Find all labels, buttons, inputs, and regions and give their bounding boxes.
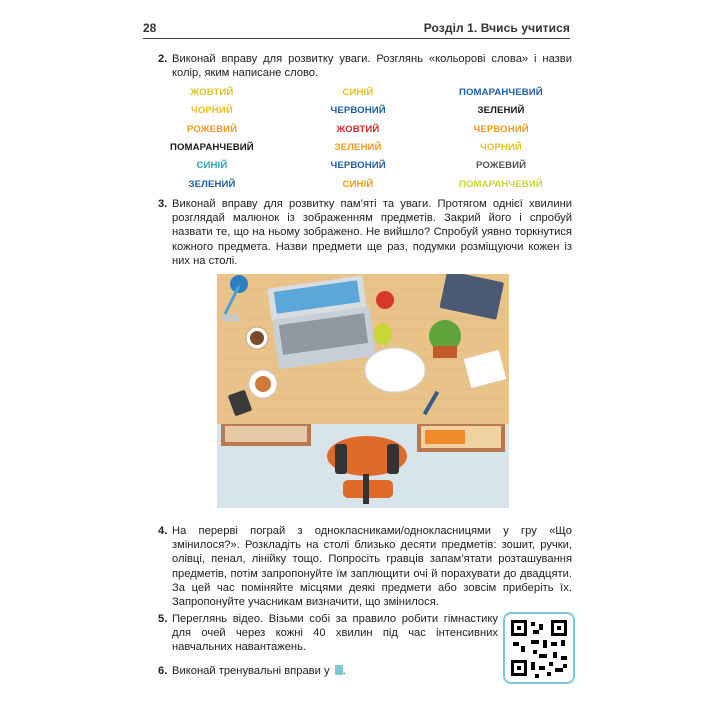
desk-illustration — [217, 274, 509, 508]
color-word: ЗЕЛЕНИЙ — [477, 105, 525, 117]
color-word: ЧОРНИЙ — [480, 141, 522, 153]
task-6: 6. Виконай тренувальні вправи у . — [158, 665, 346, 677]
color-word: ЧОРНИЙ — [191, 105, 233, 117]
section-title: Розділ 1. Вчись учитися — [423, 21, 570, 35]
color-words-row — [180, 160, 560, 176]
color-word: ЧЕРВОНИЙ — [473, 123, 529, 135]
color-word: ПОМАРАНЧЕВИЙ — [459, 178, 543, 190]
color-words-row — [170, 141, 560, 158]
color-words-row — [180, 124, 560, 140]
page-header — [143, 20, 570, 39]
color-word: ЧЕРВОНИЙ — [330, 160, 386, 172]
desk-scene-image — [217, 274, 509, 508]
task-text: Виконай вправу для розвитку пам’яті та уваги. Протягом однієї хвилини розглядай малюнок із зображенням предметів. Закрий його і спробуй назвати те, що на ньому зображено. Не вийшло? Спробуй уявно торкнутися кожного предмета. Назви предмети ще раз, подумки розміщуючи кожен із них на столі. — [172, 198, 572, 267]
color-word: СИНІЙ — [342, 87, 374, 98]
color-word: ЗЕЛЕНИЙ — [188, 178, 236, 190]
color-word: РОЖЕВИЙ — [187, 123, 238, 135]
color-word: ПОМАРАНЧЕВИЙ — [459, 87, 543, 98]
color-words-row — [180, 179, 560, 195]
task-text: Переглянь відео. Візьми собі за правило робити гімнастику для очей через кожні 40 хвилин під час інтенсивних навчальних навантажень. — [172, 613, 498, 654]
task-5 — [158, 612, 498, 655]
color-word: ЗЕЛЕНИЙ — [334, 141, 382, 153]
task-number: 4. — [158, 525, 168, 537]
task-3 — [158, 197, 572, 268]
color-word: СИНІЙ — [342, 178, 374, 190]
task-text: На перерві пограй з однокласниками/однокласницями у гру «Що змінилося?». Розкладіть на столі близько десяти предметів: зошит, ручки, олівці, пенал, лінійку тощо. Попросіть гравців запам’ятати розташування предметів, потім запропонуйте їм заплющити очі й порахувати до двадцяти. За цей час поміняйте місцями деякі предмети або зовсім приберіть їх. Запропонуйте учасникам визначити, що змінилося. — [172, 525, 572, 609]
qr-code[interactable] — [503, 612, 575, 684]
color-words-row — [180, 105, 560, 121]
task-4 — [158, 524, 572, 609]
color-word: РОЖЕВИЙ — [476, 160, 527, 172]
task-2 — [158, 52, 572, 80]
page-number: 28 — [143, 21, 157, 35]
color-word: ПОМАРАНЧЕВИЙ — [170, 141, 254, 153]
color-words-row — [180, 87, 560, 103]
task-text: Виконай тренувальні вправи у — [172, 665, 330, 677]
task-number: 5. — [158, 613, 168, 625]
task-number: 6. — [158, 665, 168, 677]
color-word: ЖОВТИЙ — [336, 123, 380, 135]
color-word: ЧЕРВОНИЙ — [330, 105, 386, 117]
task-number: 2. — [158, 53, 168, 65]
color-word: ЖОВТИЙ — [190, 87, 234, 98]
task-number: 3. — [158, 198, 168, 210]
tablet-icon[interactable] — [335, 665, 343, 675]
task-text: Виконай вправу для розвитку уваги. Розглянь «кольорові слова» і назви колір, яким написане слово. — [172, 53, 572, 80]
color-word: СИНІЙ — [196, 160, 228, 172]
qr-code-icon — [507, 616, 571, 680]
